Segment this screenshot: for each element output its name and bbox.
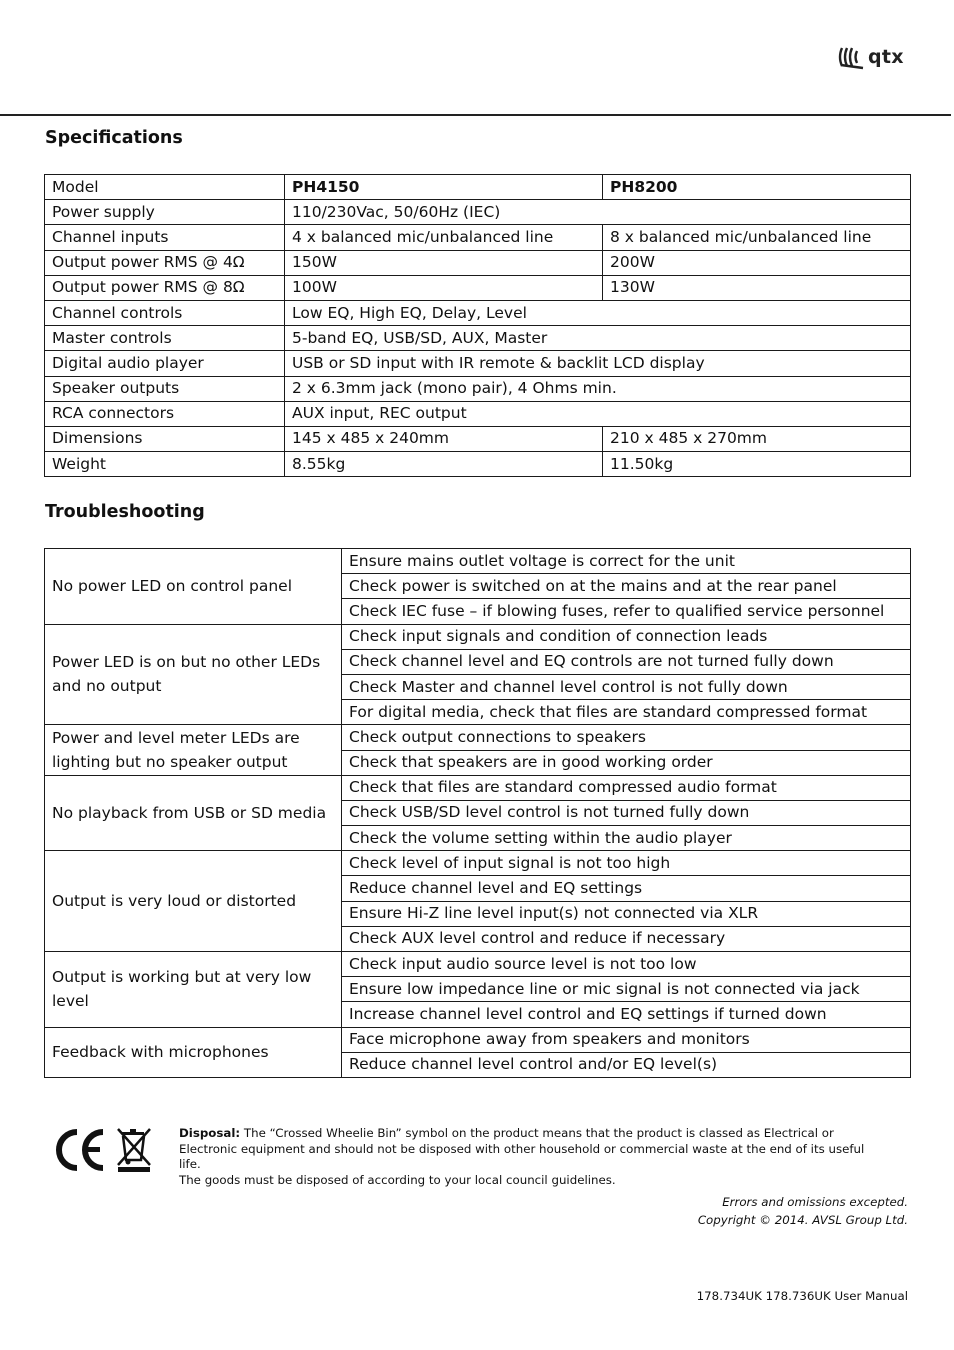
spec-label-cell: Speaker outputs — [45, 376, 285, 401]
errors-note: Errors and omissions excepted. — [722, 1195, 908, 1209]
check-cell: Increase channel level control and EQ settings if turned down — [342, 1002, 911, 1027]
disposal-label: Disposal: — [179, 1126, 241, 1140]
troubleshooting-row — [45, 725, 911, 750]
check-cell: Check output connections to speakers — [342, 725, 911, 750]
check-cell: Check input signals and condition of connection leads — [342, 624, 911, 649]
problem-cell: Feedback with microphones — [45, 1027, 342, 1077]
problem-cell: No power LED on control panel — [45, 549, 342, 625]
disposal-line-2: Electronic equipment and should not be disposed with other household or commercial waste at the end of its useful life. — [179, 1141, 865, 1172]
spec-value-cell: AUX input, REC output — [285, 401, 911, 426]
spec-label-cell: Output power RMS @ 8Ω — [45, 275, 285, 300]
spec-label-cell: Power supply — [45, 200, 285, 225]
spec-value-cell: 2 x 6.3mm jack (mono pair), 4 Ohms min. — [285, 376, 911, 401]
troubleshooting-row — [45, 1027, 911, 1052]
disposal-line-1: The “Crossed Wheelie Bin” symbol on the product means that the product is classed as Electrical or — [243, 1126, 834, 1140]
spec-row — [45, 225, 911, 250]
check-cell: Check channel level and EQ controls are not turned fully down — [342, 649, 911, 674]
spec-row — [45, 250, 911, 275]
brand-logo — [838, 44, 904, 70]
troubleshooting-row — [45, 775, 911, 800]
spec-value-cell: 110/230Vac, 50/60Hz (IEC) — [285, 200, 911, 225]
troubleshooting-title: Troubleshooting — [45, 502, 205, 522]
specifications-table — [44, 174, 911, 477]
spec-label-cell: Output power RMS @ 4Ω — [45, 250, 285, 275]
header-divider — [0, 114, 951, 116]
troubleshooting-table — [44, 548, 911, 1078]
spec-label-cell: Channel inputs — [45, 225, 285, 250]
spec-row — [45, 376, 911, 401]
troubleshooting-row — [45, 549, 911, 574]
spec-value-cell: Low EQ, High EQ, Delay, Level — [285, 300, 911, 325]
spec-value-cell: USB or SD input with IR remote & backlit LCD display — [285, 351, 911, 376]
spec-value-cell: 5-band EQ, USB/SD, AUX, Master — [285, 326, 911, 351]
check-cell: Check power is switched on at the mains and at the rear panel — [342, 574, 911, 599]
spec-value-cell: 100W — [285, 275, 603, 300]
spec-row — [45, 326, 911, 351]
spec-value-cell: 200W — [603, 250, 911, 275]
crossed-wheelie-bin-icon — [115, 1127, 153, 1173]
spec-row — [45, 351, 911, 376]
problem-cell: No playback from USB or SD media — [45, 775, 342, 851]
spec-label-cell: Master controls — [45, 326, 285, 351]
spec-row — [45, 401, 911, 426]
check-cell: Check that files are standard compressed audio format — [342, 775, 911, 800]
manual-reference: 178.734UK 178.736UK User Manual — [696, 1289, 908, 1303]
problem-cell: Output is very loud or distorted — [45, 851, 342, 952]
spec-value-cell: 145 x 485 x 240mm — [285, 426, 603, 451]
spec-row — [45, 300, 911, 325]
copyright-note: Copyright © 2014. AVSL Group Ltd. — [697, 1213, 908, 1227]
spec-value-cell: PH4150 — [285, 175, 603, 200]
spec-label-cell: Dimensions — [45, 426, 285, 451]
spec-row — [45, 175, 911, 200]
spec-value-cell: 4 x balanced mic/unbalanced line — [285, 225, 603, 250]
spec-row — [45, 426, 911, 451]
check-cell: Check that speakers are in good working order — [342, 750, 911, 775]
check-cell: Ensure mains outlet voltage is correct for the unit — [342, 549, 911, 574]
problem-cell: Output is working but at very low level — [45, 952, 342, 1028]
check-cell: Reduce channel level and EQ settings — [342, 876, 911, 901]
spec-row — [45, 200, 911, 225]
check-cell: Check level of input signal is not too high — [342, 851, 911, 876]
check-cell: Check AUX level control and reduce if necessary — [342, 926, 911, 951]
spec-row — [45, 452, 911, 477]
check-cell: Face microphone away from speakers and monitors — [342, 1027, 911, 1052]
disposal-line-3: The goods must be disposed of according to your local council guidelines. — [179, 1172, 616, 1187]
check-cell: Check USB/SD level control is not turned fully down — [342, 800, 911, 825]
spec-value-cell: 150W — [285, 250, 603, 275]
check-cell: Reduce channel level control and/or EQ level(s) — [342, 1052, 911, 1077]
check-cell: Check IEC fuse – if blowing fuses, refer to qualified service personnel — [342, 599, 911, 624]
logo-text: qtx — [868, 46, 904, 68]
specifications-title: Specifications — [45, 128, 183, 148]
spec-label-cell: Digital audio player — [45, 351, 285, 376]
disposal-notice — [179, 1126, 879, 1188]
troubleshooting-row — [45, 624, 911, 649]
check-cell: Check Master and channel level control is not fully down — [342, 674, 911, 699]
spec-value-cell: 8.55kg — [285, 452, 603, 477]
spec-value-cell: 8 x balanced mic/unbalanced line — [603, 225, 911, 250]
problem-cell: Power and level meter LEDs are lighting but no speaker output — [45, 725, 342, 775]
check-cell: Ensure low impedance line or mic signal is not connected via jack — [342, 977, 911, 1002]
spec-label-cell: Channel controls — [45, 300, 285, 325]
spec-value-cell: 210 x 485 x 270mm — [603, 426, 911, 451]
spec-row — [45, 275, 911, 300]
spec-value-cell: PH8200 — [603, 175, 911, 200]
check-cell: Check the volume setting within the audio player — [342, 826, 911, 851]
check-cell: Check input audio source level is not too low — [342, 952, 911, 977]
spec-label-cell: RCA connectors — [45, 401, 285, 426]
spec-value-cell: 11.50kg — [603, 452, 911, 477]
qtx-wave-icon — [838, 44, 866, 70]
spec-label-cell: Model — [45, 175, 285, 200]
check-cell: For digital media, check that files are standard compressed format — [342, 700, 911, 725]
troubleshooting-row — [45, 952, 911, 977]
problem-cell: Power LED is on but no other LEDs and no output — [45, 624, 342, 725]
spec-label-cell: Weight — [45, 452, 285, 477]
troubleshooting-row — [45, 851, 911, 876]
check-cell: Ensure Hi-Z line level input(s) not connected via XLR — [342, 901, 911, 926]
spec-value-cell: 130W — [603, 275, 911, 300]
ce-mark-icon — [53, 1127, 109, 1173]
